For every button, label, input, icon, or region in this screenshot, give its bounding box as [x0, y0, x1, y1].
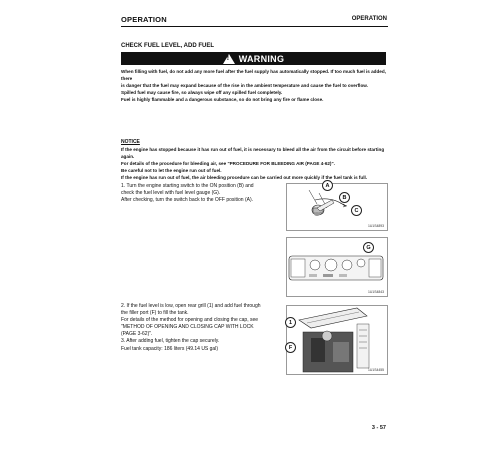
callout-b: B — [339, 192, 350, 203]
step-line: Fuel tank capacity: 186 liters (49.14 US gal) — [121, 345, 218, 352]
callout-g: G — [363, 242, 374, 253]
warning-line: Spilled fuel may cause fire, so always wipe off any spilled fuel completely. — [121, 90, 283, 95]
header-rule — [121, 26, 388, 27]
notice-line: If the engine has run out of fuel, the air bleeding procedure can be carried out more quickly if the fuel tank is full. — [121, 175, 368, 180]
step-line: "METHOD OF OPENING AND CLOSING CAP WITH LOCK — [121, 324, 254, 331]
warning-banner — [121, 52, 386, 65]
steps-block-2 — [121, 303, 281, 353]
callout-f: F — [285, 342, 296, 353]
warning-line: When filling with fuel, do not add any more fuel after the fuel supply has automatically stopped. If too much fuel is added, there — [121, 69, 386, 81]
warning-line: is danger that the fuel may expand because of the rise in the ambient temperature and cause the fuel to overflow. — [121, 83, 368, 88]
figure-code: 1U1S4843 — [367, 290, 384, 294]
notice-line: Be careful not to let the engine run out of fuel. — [121, 168, 222, 173]
header-left: OPERATION — [121, 15, 167, 24]
notice-line: For details of the procedure for bleeding air, see "PROCEDURE FOR BLEEDING AIR (PAGE 4-62)". — [121, 161, 335, 166]
step-line: 2. If the fuel level is low, open rear grill (1) and add fuel through — [121, 303, 261, 309]
figure-filler-port — [286, 305, 388, 375]
section-title: CHECK FUEL LEVEL, ADD FUEL — [121, 43, 215, 49]
warning-label: WARNING — [238, 53, 285, 64]
page-number: 3 - 57 — [371, 425, 386, 431]
notice-text — [121, 146, 387, 181]
filler-port-illustration — [287, 306, 387, 374]
steps-block-1 — [121, 183, 281, 204]
step-line: (PAGE 3-62)". — [121, 331, 153, 338]
callout-1: 1 — [285, 317, 296, 328]
step-line: For details of the method for opening and closing the cap, see — [121, 317, 259, 324]
figure-code: 1U1S4893 — [367, 224, 384, 228]
warning-text — [121, 68, 387, 103]
step-line: After checking, turn the switch back to the OFF position (A). — [121, 197, 253, 204]
step-line: 3. After adding fuel, tighten the cap securely. — [121, 338, 220, 345]
figure-code: 1U1S4455 — [367, 368, 384, 372]
callout-c: C — [351, 205, 362, 216]
step-line: check the fuel level with fuel level gauge (G). — [121, 190, 221, 197]
notice-label: NOTICE — [121, 139, 140, 145]
figure-starting-switch — [286, 183, 388, 231]
warning-line: Fuel is highly flammable and a dangerous substance, so do not bring any fire or flame close. — [121, 97, 324, 102]
warning-triangle-icon: ! — [223, 54, 235, 64]
notice-line: If the engine has stopped because it has run out of fuel, it is necessary to bleed all the air from the circuit before starting again. — [121, 147, 385, 159]
callout-a: A — [322, 180, 333, 191]
step-line: the filler port (F) to fill the tank. — [121, 310, 189, 317]
header-right: OPERATION — [351, 16, 387, 22]
figure-fuel-gauge-panel — [286, 237, 388, 297]
step-line: 1. Turn the engine starting switch to the ON position (B) and — [121, 183, 254, 189]
